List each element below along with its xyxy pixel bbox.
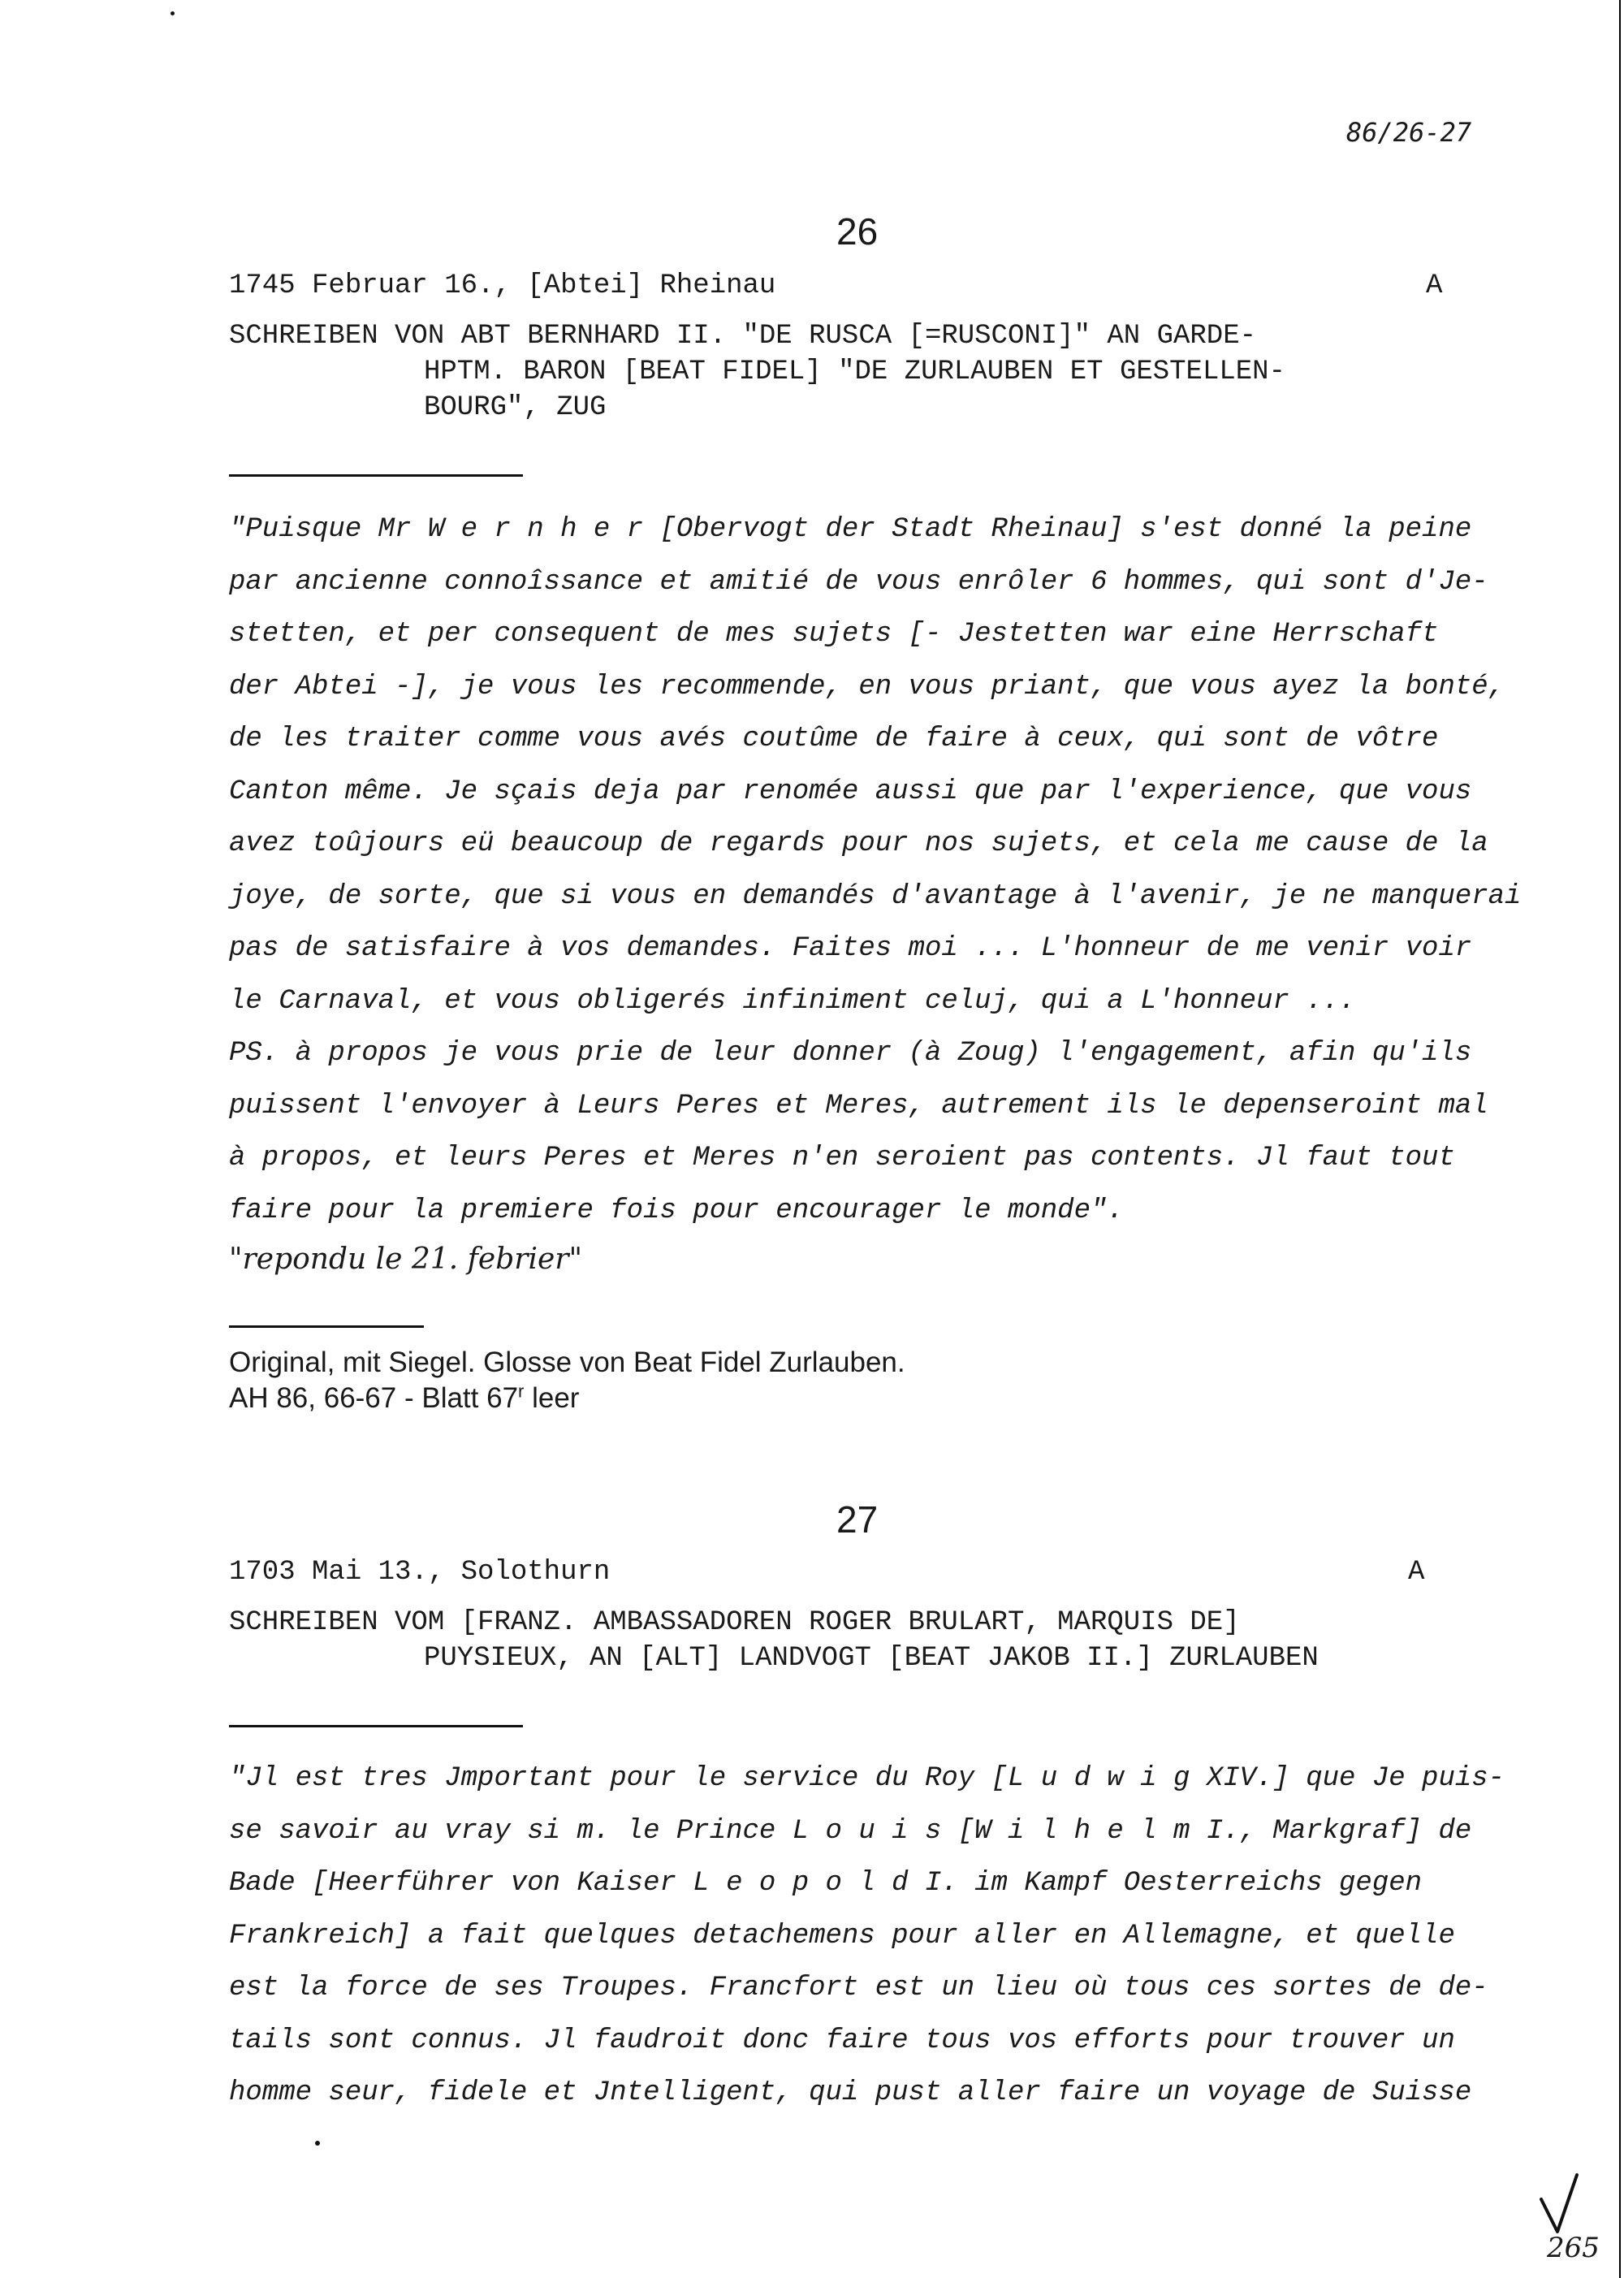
document-number: 26 [836, 210, 879, 253]
quote-line: pas de satisfaire à vos demandes. Faites moi ... L'honneur de me venir voir [229, 933, 1472, 964]
date-place: 1745 Februar 16., [Abtei] Rheinau [229, 270, 776, 301]
section-rule [229, 474, 523, 477]
category-mark: A [1408, 1557, 1425, 1588]
scan-speck [171, 11, 175, 15]
quote-line: Frankreich] a fait quelques detachemens pour aller en Allemagne, et quelle [229, 1920, 1455, 1952]
quote-line: "Puisque Mr W e r n h e r [Obervogt der Stadt Rheinau] s'est donné la peine [229, 514, 1472, 545]
source-note: Original, mit Siegel. Glosse von Beat Fidel Zurlauben. [229, 1346, 905, 1378]
title-line: PUYSIEUX, AN [ALT] LANDVOGT [BEAT JAKOB II.] ZURLAUBEN [424, 1643, 1319, 1674]
quote-line: homme seur, fidele et Jntelligent, qui pust aller faire un voyage de Suisse [229, 2077, 1472, 2108]
quote-line: tails sont connus. Jl faudroit donc faire tous vos efforts pour trouver un [229, 2025, 1455, 2056]
handwritten-note: "repondu le 21. febrier" [229, 1243, 583, 1276]
title-line: BOURG", ZUG [424, 392, 607, 423]
quote-line: der Abtei -], je vous les recommende, en vous priant, que vous ayez la bonté, [229, 671, 1505, 702]
category-mark: A [1426, 270, 1443, 301]
quote-line: est la force de ses Troupes. Francfort est un lieu où tous ces sortes de de- [229, 1973, 1488, 2004]
quote-line: faire pour la premiere fois pour encourager le monde". [229, 1195, 1124, 1226]
quote-line: Bade [Heerführer von Kaiser L e o p o l d I. im Kampf Oesterreichs gegen [229, 1868, 1423, 1899]
quote-text [229, 504, 1544, 1237]
quote-line: se savoir au vray si m. le Prince L o u i s [W i l h e l m I., Markgraf] de [229, 1815, 1472, 1847]
section-rule [229, 1725, 523, 1727]
title-line: SCHREIBEN VON ABT BERNHARD II. "DE RUSCA [=RUSCONI]" AN GARDE- [229, 321, 1257, 352]
scan-speck [315, 2141, 320, 2146]
quote-line: le Carnaval, et vous obligerés infiniment celuj, qui a L'honneur ... [229, 985, 1356, 1017]
page-reference: 86/26-27 [1346, 117, 1472, 148]
quote-text [229, 1753, 1544, 2120]
section-rule [229, 1325, 424, 1328]
quote-line: de les traiter comme vous avés coutûme de faire à ceux, qui sont de vôtre [229, 724, 1439, 754]
quote-line: stetten, et per consequent de mes sujets [- Jestetten war eine Herrschaft [229, 619, 1439, 650]
scan-edge [1619, 0, 1621, 2278]
handwritten-page-mark: 265 [1547, 2232, 1600, 2264]
quote-line: "Jl est tres Jmportant pour le service du Roy [L u d w i g XIV.] que Je puis- [229, 1763, 1505, 1794]
quote-line: par ancienne connoîssance et amitié de vous enrôler 6 hommes, qui sont d'Je- [229, 566, 1488, 598]
archive-reference: AH 86, 66-67 - Blatt 67$^r$ leer [229, 1381, 580, 1414]
quote-line: à propos, et leurs Peres et Meres n'en seroient pas contents. Jl faut tout [229, 1143, 1455, 1174]
quote-line: PS. à propos je vous prie de leur donner (à Zoug) l'engagement, afin qu'ils [229, 1038, 1472, 1069]
quote-line: avez toûjours eü beaucoup de regards pour nos sujets, et cela me cause de la [229, 828, 1488, 859]
title-line: HPTM. BARON [BEAT FIDEL] "DE ZURLAUBEN ET GESTELLEN- [424, 357, 1285, 387]
quote-line: joye, de sorte, que si vous en demandés d'avantage à l'avenir, je ne manquerai [229, 880, 1522, 912]
quote-line: Canton même. Je sçais deja par renomée aussi que par l'experience, que vous [229, 776, 1472, 807]
date-place: 1703 Mai 13., Solothurn [229, 1557, 611, 1588]
document-number: 27 [836, 1498, 879, 1541]
title-line: SCHREIBEN VOM [FRANZ. AMBASSADOREN ROGER BRULART, MARQUIS DE] [229, 1607, 1240, 1638]
quote-line: puissent l'envoyer à Leurs Peres et Meres, autrement ils le depenseroint mal [229, 1090, 1488, 1122]
